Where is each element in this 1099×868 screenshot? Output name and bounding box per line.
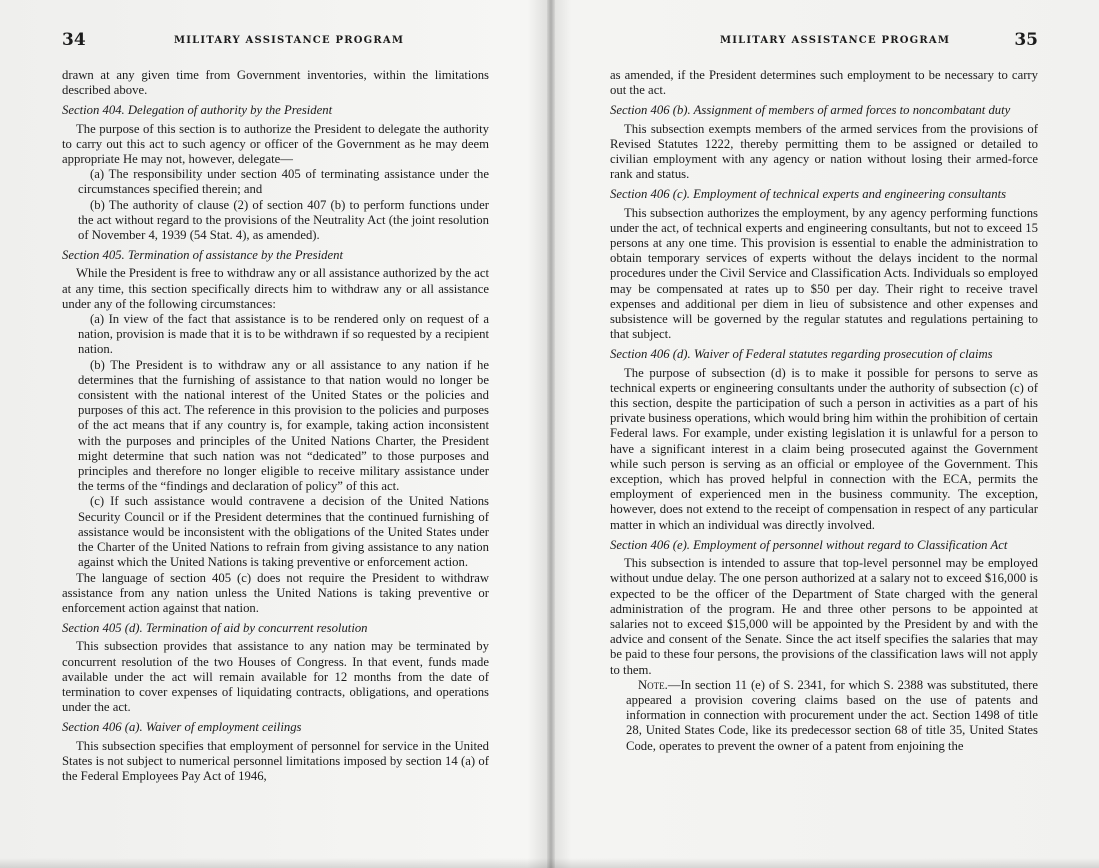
right-page-header	[610, 30, 1038, 54]
left-page	[62, 30, 489, 860]
section-heading: Section 406 (b). Assignment of members of armed forces to noncombatant duty	[610, 103, 1011, 118]
page-number: 35	[1014, 30, 1038, 50]
paragraph: This subsection authorizes the employment, by any agency performing functions under the act, of technical experts and engineering consultants, but not to exceed 15 persons at any one time. This provision is essential to enable the administration to obtain temporary services of experts without the delays incident to the normal procedures under the Civil Service and Classification Acts. Individuals so employed may be compensated at rates up to $50 per day. Their right to receive travel expenses and additional per diem in lieu of subsistence and other expenses and subsistence will be governed by the regular statutes and regulations pertaining to that subject.	[610, 205, 1038, 342]
paragraph: This subsection is intended to assure that top-level personnel may be employed without undue delay. The one person authorized at a salary not to exceed $16,000 is expected to be the officer of the Department of State charged with the general administration of the program. He and three other persons to be appointed at salaries not to exceed $15,000 will be appointed by the President by and with the advice and consent of the Senate. Since the act itself specifies the salaries that may be paid to these four persons, the provisions of the classification laws will not apply to them.	[610, 556, 1038, 677]
paragraph: The purpose of this section is to authorize the President to delegate the authority to carry out this act to such agency or officer of the Government as he may deem appropriate He may not, however, delegate—	[62, 121, 489, 167]
note-paragraph	[626, 678, 1038, 754]
left-page-body	[62, 68, 489, 784]
paragraph: This subsection provides that assistance to any nation may be terminated by concurrent resolution of the two Houses of Congress. In that event, funds made available under the act will remain available for 12 months from the date of termination to cover expenses of liquidating contracts, obligations, and operations under the act.	[62, 639, 489, 715]
right-page	[610, 30, 1038, 860]
left-page-header	[62, 30, 489, 54]
right-page-body	[610, 68, 1038, 754]
section-heading: Section 405 (d). Termination of aid by concurrent resolution	[62, 621, 368, 636]
paragraph: The language of section 405 (c) does not require the President to withdraw assistance from any nation unless the United Nations is taking preventive or enforcement action against that nation.	[62, 570, 489, 615]
subparagraph: (b) The authority of clause (2) of section 407 (b) to perform functions under the act without regard to the provisions of the Neutrality Act (the joint resolution of November 4, 1939 (54 Stat. 4), as amended).	[78, 197, 489, 243]
page-gutter	[547, 0, 555, 868]
paragraph: This subsection specifies that employment of personnel for service in the United States is not subject to numerical personnel limitations imposed by section 14 (a) of the Federal Employees Pay Act of 1946,	[62, 738, 489, 783]
page-number: 34	[62, 30, 86, 50]
note-label: Note.	[638, 677, 668, 692]
subparagraph: (a) The responsibility under section 405 of terminating assistance under the circumstances specified therein; and	[78, 167, 489, 197]
section-heading: Section 405. Termination of assistance by the President	[62, 248, 343, 263]
section-heading: Section 406 (d). Waiver of Federal statutes regarding prosecution of claims	[610, 347, 993, 362]
subparagraph: (c) If such assistance would contravene a decision of the United Nations Security Council or if the President determines that the continued furnishing of assistance would be inconsistent with the obligations of the United States under the Charter of the United Nations to refrain from giving assistance to any nation against which the United Nations is taking preventive or enforcement action.	[78, 494, 489, 570]
note-text: —In section 11 (e) of S. 2341, for which S. 2388 was substituted, there appeared a provision covering claims based on the use of patents and information in connection with procurement under the act. Section 1498 of title 28, United States Code, like its predecessor section 68 of title 35, United States Code, operates to prevent the owner of a patent from enjoining the	[626, 677, 1038, 753]
paragraph: as amended, if the President determines such employment to be necessary to carry out the act.	[610, 68, 1038, 98]
paragraph: drawn at any given time from Government inventories, within the limitations described above.	[62, 68, 489, 98]
paragraph: This subsection exempts members of the armed services from the provisions of Revised Statutes 1222, thereby permitting them to be assigned or detailed to civilian employment with any agency or nation without losing their armed-force rank and status.	[610, 121, 1038, 182]
section-heading: Section 406 (c). Employment of technical experts and engineering consultants	[610, 187, 1007, 202]
section-heading: Section 404. Delegation of authority by the President	[62, 103, 333, 118]
section-heading: Section 406 (a). Waiver of employment ceilings	[62, 720, 302, 735]
paragraph: The purpose of subsection (d) is to make it possible for persons to serve as technical experts or engineering consultants under the authority of subsection (c) of this section, despite the participation of such a person in activities as a part of his private business operations, which would bring him within the prohibition of certain Federal laws. For example, under existing legislation it is unlawful for a person to have a significant interest in a claim being prosecuted against the Government while such person is serving as an official or employee of the Government. This exception, which has proved helpful in connection with the ECA, permits the employment of experienced men in the business community. The exception, however, does not extend to the receipt of compensation in respect of any particular matter in which an individual was directly involved.	[610, 365, 1038, 532]
subparagraph: (b) The President is to withdraw any or all assistance to any nation if he determines that the furnishing of assistance to that nation would no longer be consistent with the national interest of the United States or the policies and purposes of this act. The reference in this provision to the policies and purposes of the act means that if any country is, for example, taking action inconsistent with the purposes and principles of the United Nations Charter, the President might determine that such nation was not “dedicated” to those purposes and principles and therefore no longer eligible to receive military assistance under the terms of the “findings and declaration of policy” of this act.	[78, 357, 489, 494]
running-head: MILITARY ASSISTANCE PROGRAM	[174, 35, 405, 46]
running-head: MILITARY ASSISTANCE PROGRAM	[720, 35, 951, 46]
paragraph: While the President is free to withdraw any or all assistance authorized by the act at any time, this section specifically directs him to withdraw any or all assistance under any of the following circumstances:	[62, 266, 489, 311]
subparagraph: (a) In view of the fact that assistance is to be rendered only on request of a nation, provision is made that it is to be withdrawn if so requested by a recipient nation.	[78, 312, 489, 357]
page-bottom-shadow	[0, 858, 1099, 868]
section-heading: Section 406 (e). Employment of personnel without regard to Classification Act	[610, 537, 1008, 552]
